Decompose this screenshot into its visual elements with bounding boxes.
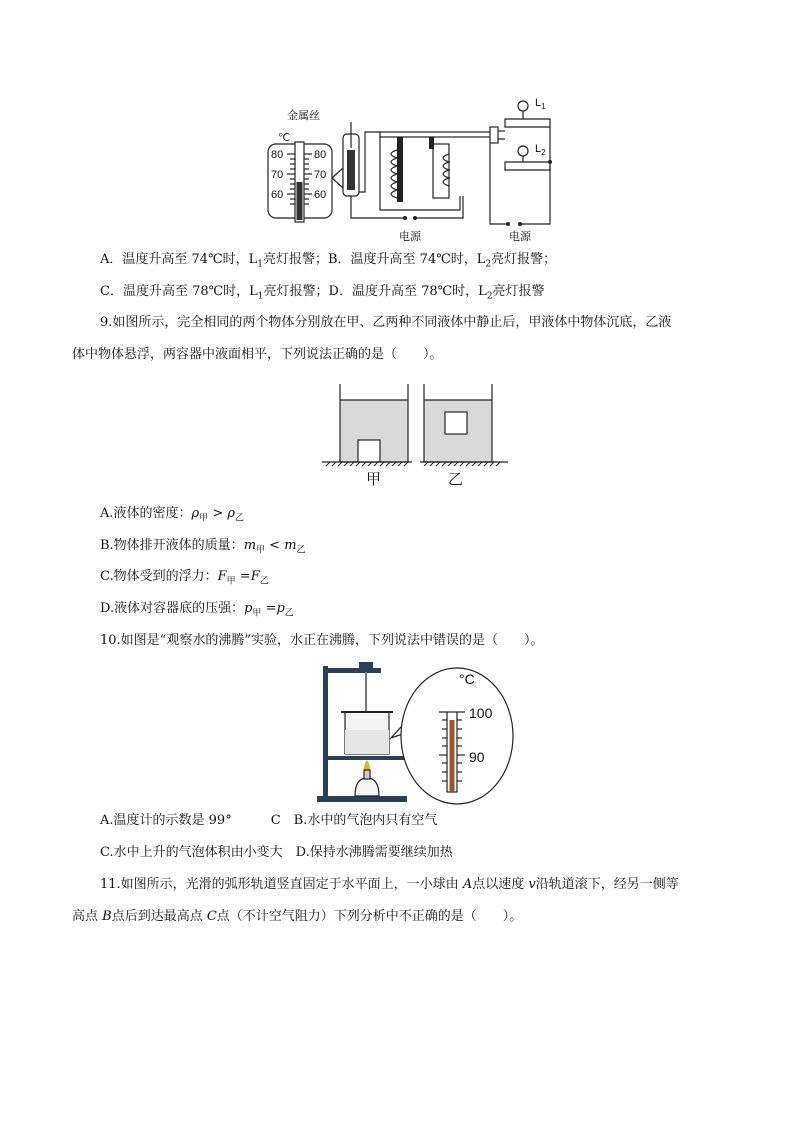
q11-s1b: 点以速度: [472, 877, 529, 892]
q11-stem-line2: [72, 908, 522, 926]
tick-right-60: 60: [314, 189, 327, 201]
q9-option-a: [100, 505, 244, 528]
q8-optB-sub: 2: [485, 259, 492, 270]
power-label-1: 电源: [399, 231, 421, 243]
q9-optD-op: =: [261, 601, 277, 616]
containers-figure: [320, 380, 510, 488]
q8-optA-sub: 1: [257, 259, 263, 270]
q9-optA-s2: 乙: [235, 513, 245, 524]
q8-optD-sub: 2: [486, 291, 493, 302]
q11-s1c: 沿轨道滚下，经另一侧等: [535, 877, 679, 892]
q9-optC-f2: F: [250, 569, 260, 584]
q10-stem: 10.如图是“观察水的沸腾”实验，水正在沸腾，下列说法中错误的是（ ）。: [100, 633, 544, 648]
celsius-unit: ℃: [278, 132, 291, 144]
q9-option-c: [100, 568, 269, 591]
q9-optA-op: >: [208, 506, 228, 521]
q9-option-b: [100, 537, 306, 560]
wire-label: 金属丝: [287, 110, 320, 122]
q9-optC-op: =: [235, 569, 251, 584]
q11-s1a: 11.如图所示，光滑的弧形轨道竖直固定于水平面上，一小球由: [100, 877, 463, 892]
tick-left-80: 80: [271, 149, 284, 161]
tick-right-70: 70: [314, 169, 327, 181]
q9-optA-s1: 甲: [199, 513, 209, 524]
q8-optC-pre: C．温度升高至 78℃时，L: [100, 284, 258, 299]
q11-s2c: 点（不计空气阻力）下列分析中不正确的是（ ）。: [216, 909, 523, 924]
q8-optA-pre: A．温度升高至 74℃时，L: [100, 252, 258, 267]
q9-optB-s2: 乙: [296, 545, 306, 556]
boiling-unit: °C: [459, 671, 475, 687]
q9-optB-s1: 甲: [256, 545, 266, 556]
q11-s2a: 高点: [72, 909, 103, 924]
boiling-figure: [315, 660, 515, 806]
lamp2-label: L: [535, 143, 542, 155]
q9-optB-f1: m: [243, 538, 257, 553]
q11-point-B: B: [102, 909, 112, 924]
q8-optB-post: 亮灯报警；: [491, 252, 557, 267]
lamp1-label: L: [535, 97, 542, 109]
q9-optB-f2: m: [284, 538, 297, 553]
tick-left-60: 60: [271, 189, 284, 201]
q11-point-C: C: [206, 909, 217, 924]
q9-optA-text: A.液体的密度：: [100, 506, 192, 521]
tick-right-80: 80: [314, 149, 327, 161]
label-yi: 乙: [448, 470, 464, 488]
q11-s2b: 点后到达最高点: [111, 909, 207, 924]
q9-optD-text: D.液体对容器底的压强：: [100, 601, 245, 616]
q9-optC-text: C.物体受到的浮力：: [100, 569, 218, 584]
q9-optD-f1: p: [244, 601, 253, 616]
svg-text:L2: [535, 143, 546, 157]
svg-text:L1: [535, 97, 546, 111]
q10-options-cd: C.水中上升的气泡体积由小变大 D.保持水沸腾需要继续加热: [100, 845, 453, 860]
q9-option-d: [100, 600, 294, 623]
q9-optD-s2: 乙: [284, 608, 294, 619]
tick-90: 90: [469, 749, 485, 765]
q8-options-ab: [100, 251, 556, 274]
q9-optD-s1: 甲: [252, 608, 262, 619]
q8-optC-mid: 亮灯报警；D．温度升高至 78℃时，L: [263, 284, 487, 299]
lamp1-sub: 1: [541, 102, 546, 111]
tick-100: 100: [469, 705, 493, 721]
q9-optB-text: B.物体排开液体的质量：: [100, 538, 244, 553]
tick-left-70: 70: [271, 169, 284, 181]
q11-velocity-v: v: [528, 877, 536, 892]
q9-optA-f1: ρ: [191, 506, 200, 521]
q9-optB-op: <: [265, 538, 285, 553]
q8-optA-mid: 亮灯报警；B．温度升高至 74℃时，L: [262, 252, 486, 267]
q9-stem-line2: 体中物体悬浮，两容器中液面相平，下列说法正确的是（ ）。: [72, 347, 443, 362]
power-label-2: 电源: [509, 231, 531, 243]
q8-optC-sub: 1: [257, 291, 264, 302]
label-jia: 甲: [366, 470, 382, 488]
q9-optD-f2: p: [276, 601, 285, 616]
q9-stem-line1: 9.如图所示，完全相同的两个物体分别放在甲、乙两种不同液体中静止后，甲液体中物体沉底，乙液: [100, 315, 672, 330]
q8-optD-post: 亮灯报警: [492, 284, 545, 299]
q8-options-cd: [100, 283, 545, 306]
lamp2-sub: 2: [541, 148, 546, 157]
q9-optC-f1: F: [217, 569, 227, 584]
q10-options-ab: A.温度计的示数是 99° C B.水中的气泡内只有空气: [100, 813, 438, 828]
q9-optA-f2: ρ: [227, 506, 236, 521]
q11-stem-line1: [100, 876, 679, 894]
q11-point-A: A: [462, 877, 473, 892]
alarm-circuit-figure: [265, 92, 565, 244]
q9-optC-s2: 乙: [259, 576, 269, 587]
q9-optC-s1: 甲: [226, 576, 236, 587]
